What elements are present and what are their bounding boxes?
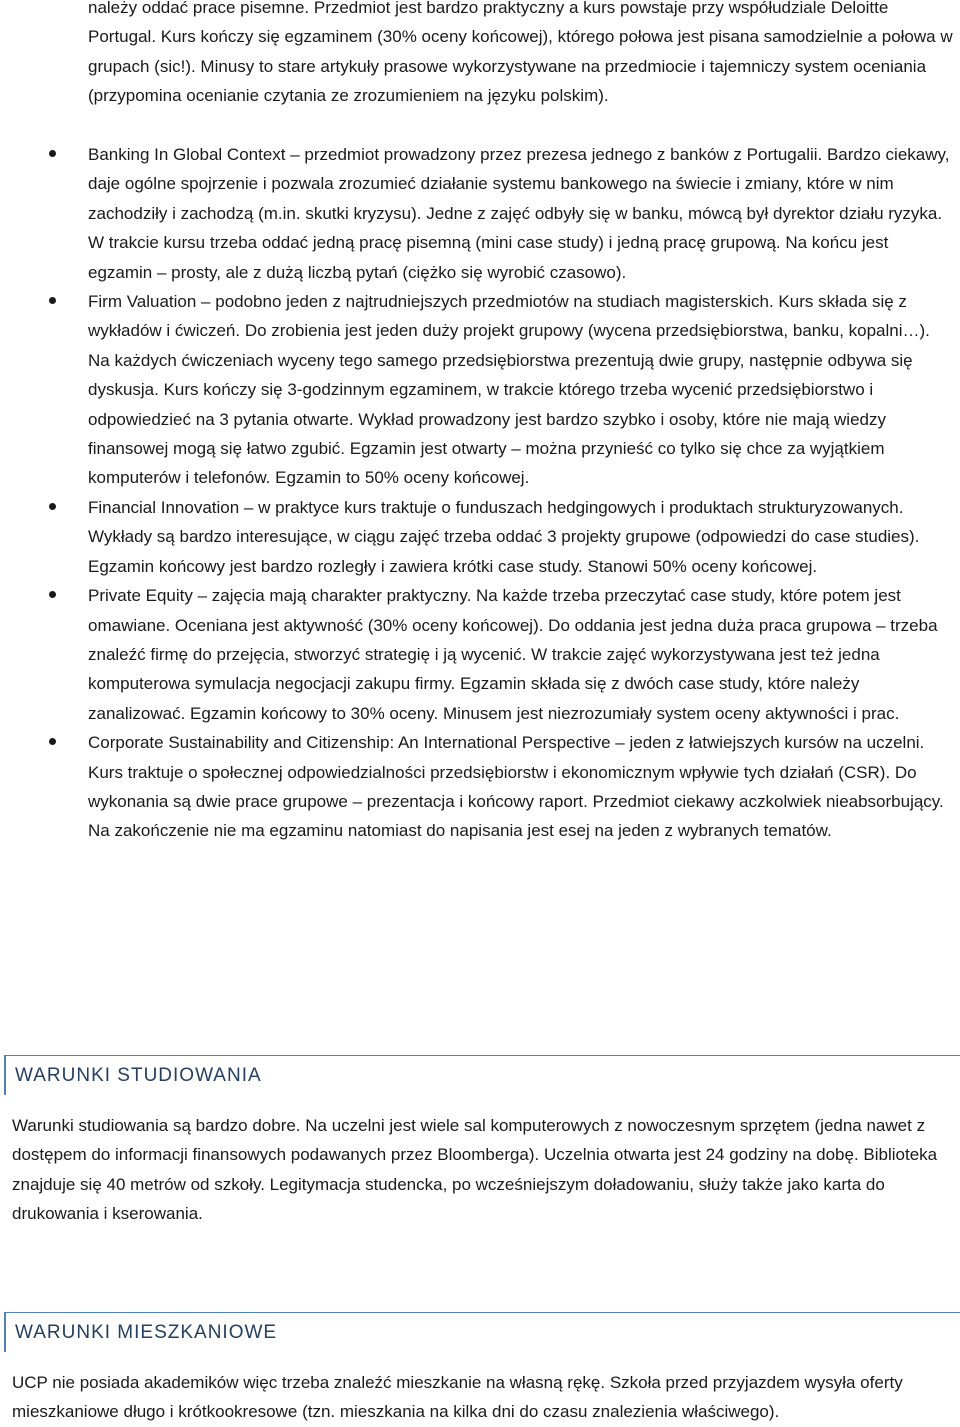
section-heading: WARUNKI MIESZKANIOWE [4,1312,960,1352]
course-text: Private Equity – zajęcia mają charakter praktyczny. Na każde trzeba przeczytać case study, które potem jest omawiane. Oceniana jest aktywność (30% oceny końcowej). Do oddania jest jedna duża praca grupowa – trzeba znaleźć firmę do przejęcia, stworzyć strategię i ją wycenić. W trakcie zajęć wykorzystywana jest też jedna komputerowa symulacja negocjacji zakupu firmy. Egzamin składa się z dwóch case study, które należy zanalizować. Egzamin końcowy to 30% oceny. Minusem jest niezrozumiały system oceny aktywności i prac. [88,586,938,723]
study-conditions-section [0,1055,960,1229]
bullet-icon [49,591,56,598]
course-list [0,140,960,846]
course-item-private-equity [0,581,960,728]
course-item-financial-innovation [0,493,960,581]
course-text: Corporate Sustainability and Citizenship: An International Perspective – jeden z łatwiejszych kursów na uczelni. Kurs traktuje o społecznej odpowiedzialności przedsiębiorstw i ekonomicznym wpływie tych działań (CSR). Do wykonania są dwie prace grupowe – prezentacja i końcowy raport. Przedmiot ciekawy aczkolwiek nieabsorbujący. Na zakończenie nie ma egzaminu natomiast do napisania jest esej na jeden z wybranych tematów. [88,733,944,841]
course-text: Banking In Global Context – przedmiot prowadzony przez prezesa jednego z banków z Portugalii. Bardzo ciekawy, daje ogólne spojrzenie i pozwala zrozumieć działanie systemu bankowego na świecie i zmiany, które w nim zachodziły i zachodzą (m.in. skutki kryzysu). Jedne z zajęć odbyły się w banku, mówcą był dyrektor działu ryzyka. W trakcie kursu trzeba oddać jedną pracę pisemną (mini case study) i jedną pracę grupową. Na końcu jest egzamin – prosty, ale z dużą liczbą pytań (ciężko się wyrobić czasowo). [88,145,950,282]
housing-conditions-section [0,1312,960,1427]
bullet-icon [49,297,56,304]
course-text: Financial Innovation – w praktyce kurs traktuje o funduszach hedgingowych i produktach strukturyzowanych. Wykłady są bardzo interesujące, w ciągu zajęć trzeba oddać 3 projekty grupowe (odpowiedzi do case studies). Egzamin końcowy jest bardzo rozległy i zawiera krótki case study. Stanowi 50% oceny końcowej. [88,497,920,576]
bullet-icon [49,503,56,510]
section-body: Warunki studiowania są bardzo dobre. Na uczelni jest wiele sal komputerowych z nowoczesnym sprzętem (jedna nawet z dostępem do informacji finansowych podawanych przez Bloomberga). Uczelnia otwarta jest 24 godziny na dobę. Biblioteka znajduje się 40 metrów od szkoły. Legitymacja studencka, po wcześniejszym doładowaniu, służy także jako karta do drukowania i kserowania. [12,1116,938,1224]
course-text: Firm Valuation – podobno jeden z najtrudniejszych przedmiotów na studiach magisterskich. Kurs składa się z wykładów i ćwiczeń. Do zrobienia jest jeden duży projekt grupowy (wycena przedsiębiorstwa, banku, kopalni…). Na każdych ćwiczeniach wyceny tego samego przedsiębiorstwa prezentują dwie grupy, następnie odbywa się dyskusja. Kurs kończy się 3-godzinnym egzaminem, w trakcie którego trzeba wycenić przedsiębiorstwo i odpowiedzieć na 3 pytania otwarte. Wykład prowadzony jest bardzo szybko i osoby, które nie mają wiedzy finansowej mogą się łatwo zgubić. Egzamin jest otwarty – można przynieść co tylko się chce za wyjątkiem komputerów i telefonów. Egzamin to 50% oceny końcowej. [88,292,930,488]
course-item-corporate-sustainability [0,728,960,846]
bullet-icon [49,738,56,745]
bullet-icon [49,150,56,157]
course-item-banking [0,140,960,287]
course-item-firm-valuation [0,287,960,493]
intro-continuation-paragraph: należy oddać prace pisemne. Przedmiot jest bardzo praktyczny a kurs powstaje przy współudziale Deloitte Portugal. Kurs kończy się egzaminem (30% oceny końcowej), którego połowa jest pisana samodzielnie a połowa w grupach (sic!). Minusy to stare artykuły prasowe wykorzystywane na przedmiocie i tajemniczy system oceniania (przypomina ocenianie czytania ze zrozumieniem na języku polskim). [88,0,953,106]
section-body: UCP nie posiada akademików więc trzeba znaleźć mieszkanie na własną rękę. Szkoła przed przyjazdem wysyła oferty mieszkaniowe długo i krótkookresowe (tzn. mieszkania na kilka dni do czasu znalezienia właściwego). [12,1373,903,1422]
section-heading: WARUNKI STUDIOWANIA [4,1055,960,1095]
